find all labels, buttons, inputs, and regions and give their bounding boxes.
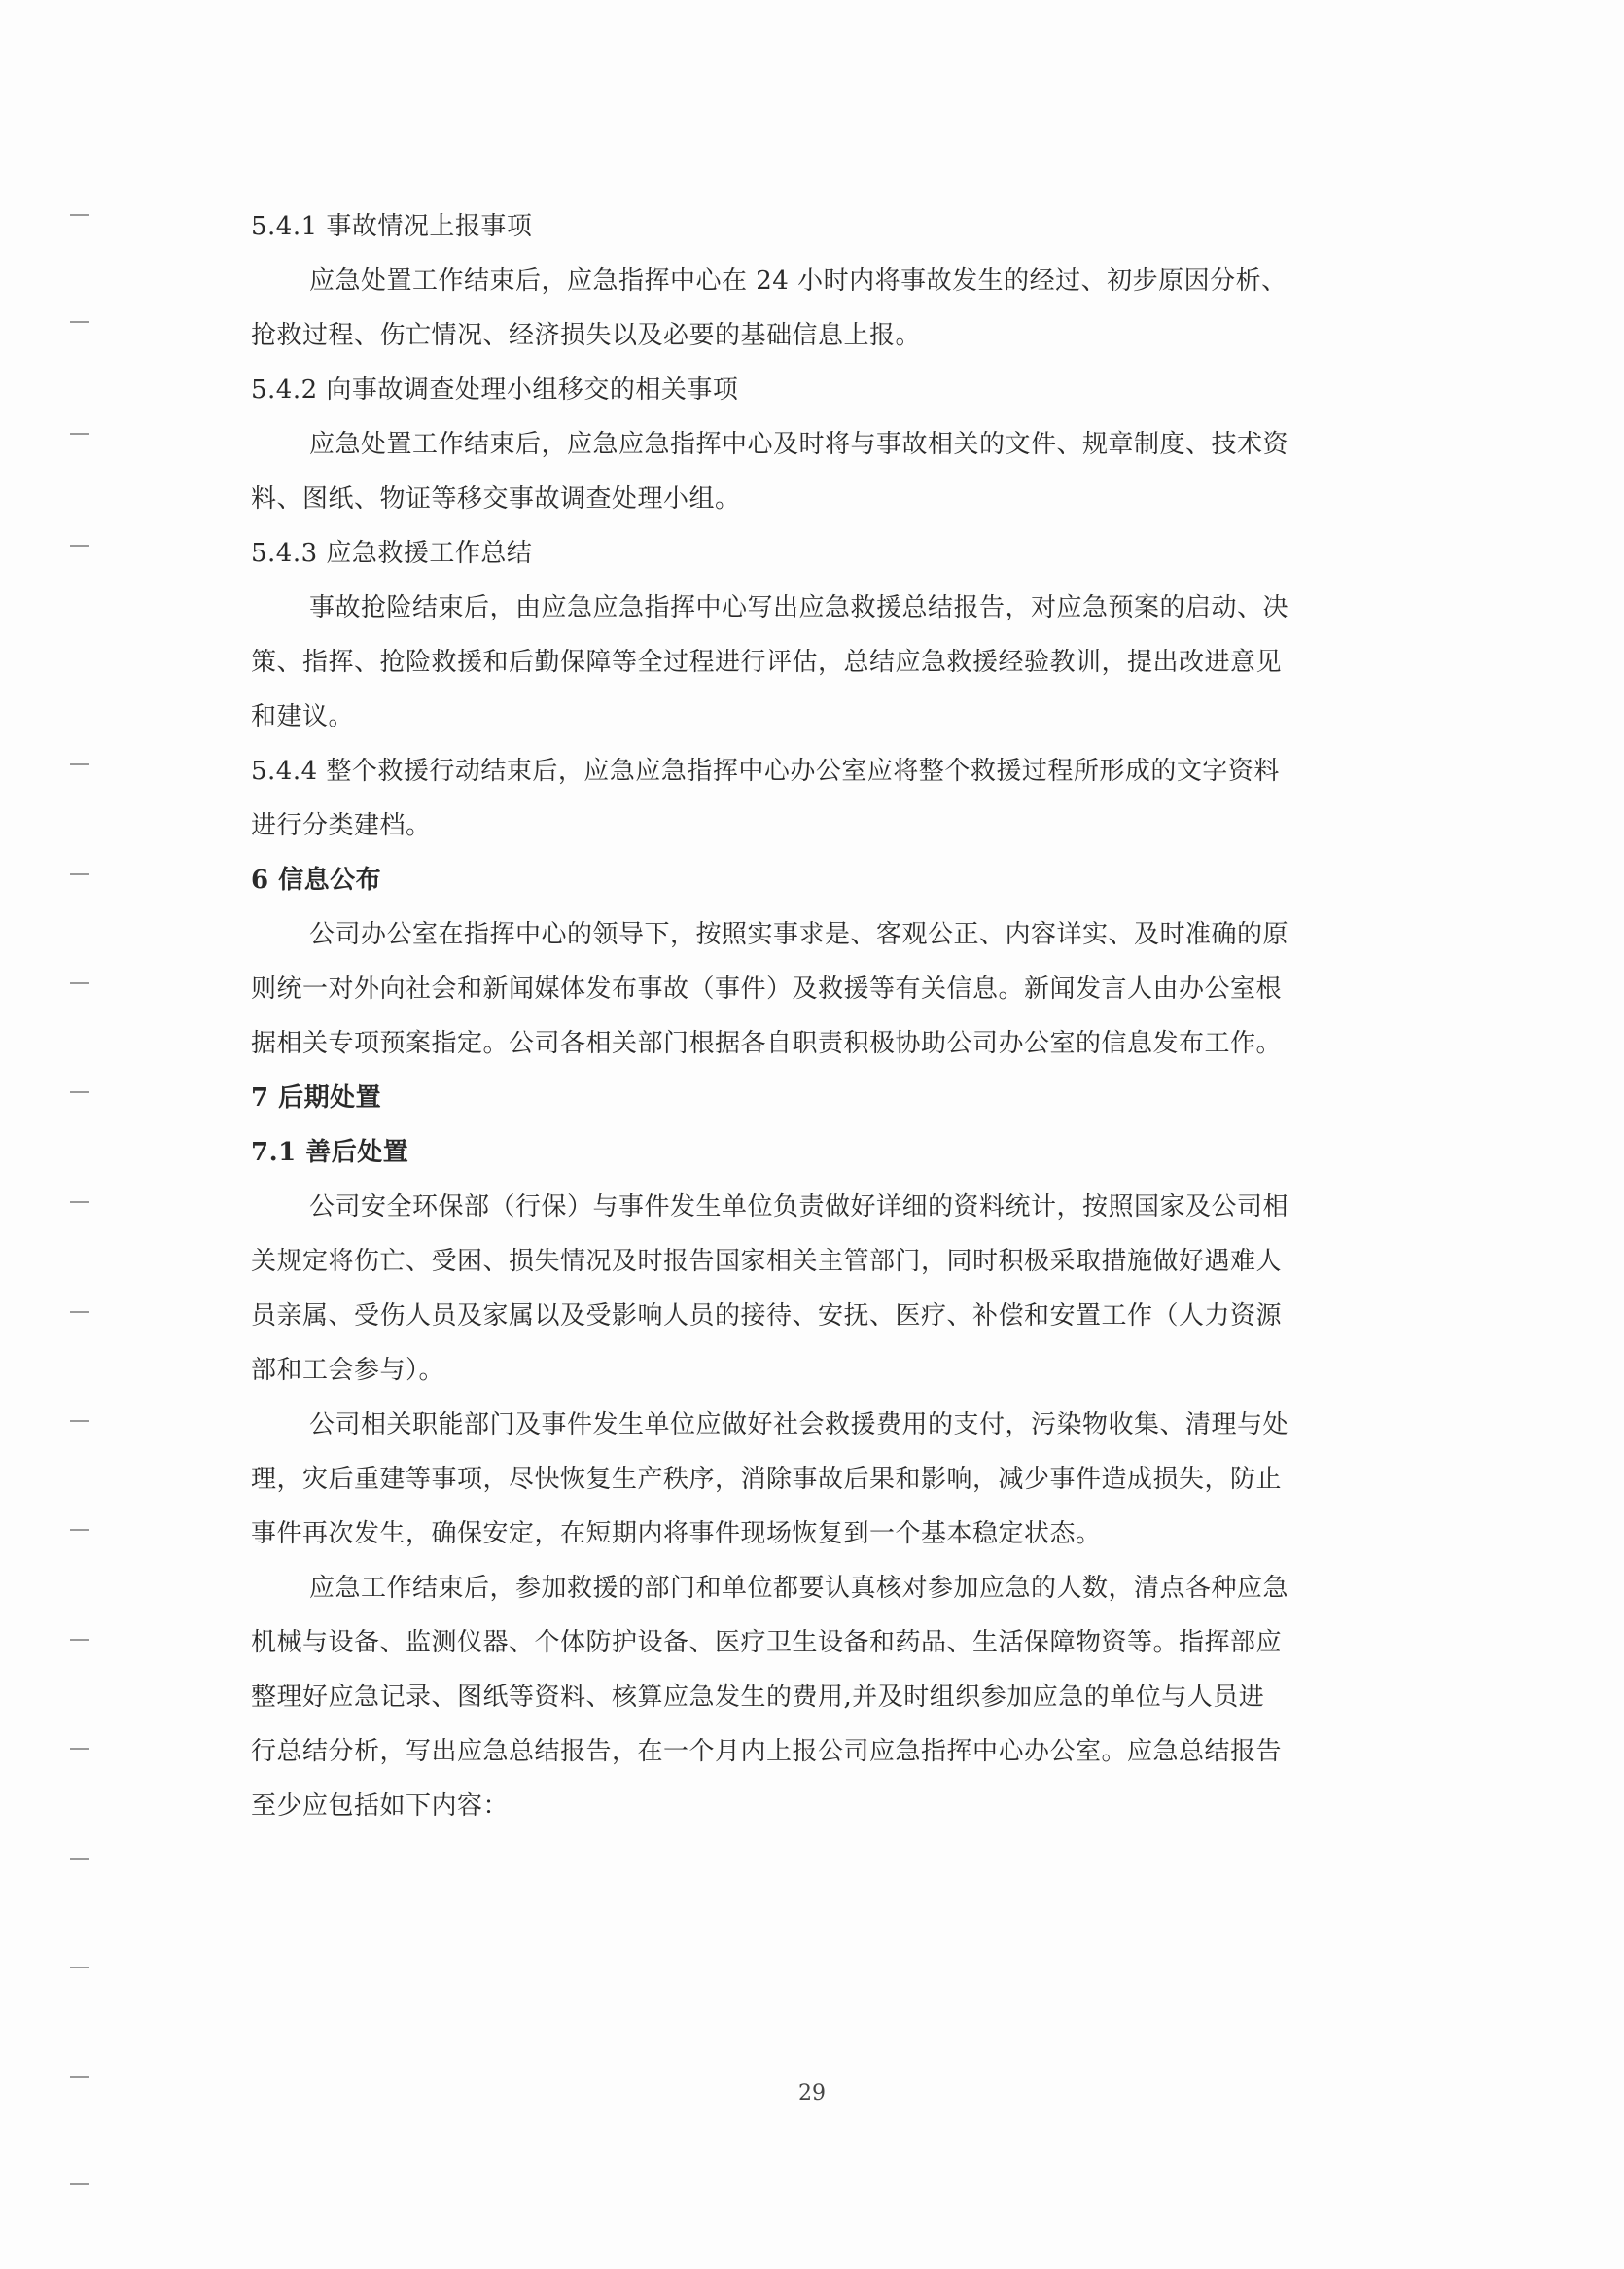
page-number: 29: [798, 2081, 826, 2106]
text-line: 员亲属、受伤人员及家属以及受影响人员的接待、安抚、医疗、补偿和安置工作（人力资源: [251, 1301, 1283, 1330]
binding-mark: [70, 1967, 89, 1968]
text-line: 事件再次发生，确保安定，在短期内将事件现场恢复到一个基本稳定状态。: [251, 1519, 1102, 1548]
text-line: 料、图纸、物证等移交事故调查处理小组。: [251, 484, 741, 514]
document-body: [251, 199, 1379, 1833]
section-heading: 7 后期处置: [251, 1083, 382, 1113]
text-line: 和建议。: [251, 702, 355, 731]
binding-mark: [70, 214, 89, 216]
text-line: 机械与设备、监测仪器、个体防护设备、医疗卫生设备和药品、生活保障物资等。指挥部应: [251, 1628, 1283, 1657]
text-line: 关规定将伤亡、受困、损失情况及时报告国家相关主管部门，同时积极采取措施做好遇难人: [251, 1247, 1283, 1276]
text-line: 理，灾后重建等事项，尽快恢复生产秩序，消除事故后果和影响，减少事件造成损失，防止: [251, 1465, 1283, 1494]
binding-mark: [70, 873, 89, 875]
binding-mark: [70, 545, 89, 547]
binding-mark: [70, 1091, 89, 1093]
text-line: 策、指挥、抢险救援和后勤保障等全过程进行评估，总结应急救援经验教训，提出改进意见: [251, 648, 1283, 677]
binding-mark: [70, 982, 89, 984]
binding-mark: [70, 1201, 89, 1203]
text-line: 部和工会参与）。: [251, 1356, 445, 1385]
section-heading: 7.1 善后处置: [251, 1138, 409, 1167]
text-line: 公司办公室在指挥中心的领导下，按照实事求是、客观公正、内容详实、及时准确的原: [309, 920, 1289, 949]
text-line: 行总结分析，写出应急总结报告，在一个月内上报公司应急指挥中心办公室。应急总结报告: [251, 1737, 1283, 1766]
binding-mark: [70, 1748, 89, 1750]
binding-mark: [70, 433, 89, 435]
binding-mark: [70, 1529, 89, 1531]
text-line: 应急处置工作结束后，应急指挥中心在 24 小时内将事故发生的经过、初步原因分析、: [309, 266, 1288, 296]
binding-mark: [70, 1420, 89, 1422]
binding-mark: [70, 763, 89, 765]
binding-mark: [70, 1311, 89, 1313]
text-line: 则统一对外向社会和新闻媒体发布事故（事件）及救援等有关信息。新闻发言人由办公室根: [251, 975, 1283, 1004]
text-line: 5.4.1 事故情况上报事项: [251, 212, 533, 241]
text-line: 事故抢险结束后，由应急应急指挥中心写出应急救援总结报告，对应急预案的启动、决: [309, 593, 1289, 622]
text-line: 5.4.2 向事故调查处理小组移交的相关事项: [251, 375, 739, 405]
text-line: 公司相关职能部门及事件发生单位应做好社会救援费用的支付，污染物收集、清理与处: [309, 1410, 1289, 1439]
text-line: 整理好应急记录、图纸等资料、核算应急发生的费用,并及时组织参加应急的单位与人员进: [251, 1683, 1265, 1712]
text-line: 据相关专项预案指定。公司各相关部门根据各自职责积极协助公司办公室的信息发布工作。: [251, 1029, 1283, 1058]
text-line: 5.4.4 整个救援行动结束后，应急应急指挥中心办公室应将整个救援过程所形成的文字资料: [251, 757, 1280, 786]
section-heading: 6 信息公布: [251, 866, 382, 895]
text-line: 至少应包括如下内容：: [251, 1791, 510, 1821]
text-line: 应急工作结束后，参加救援的部门和单位都要认真核对参加应急的人数，清点各种应急: [309, 1574, 1289, 1603]
binding-mark: [70, 1858, 89, 1860]
text-line: 应急处置工作结束后，应急应急指挥中心及时将与事故相关的文件、规章制度、技术资: [309, 430, 1289, 459]
binding-mark: [70, 2183, 89, 2185]
binding-mark: [70, 1639, 89, 1641]
text-line: 进行分类建档。: [251, 811, 432, 840]
text-line: 抢救过程、伤亡情况、经济损失以及必要的基础信息上报。: [251, 321, 922, 350]
binding-mark: [70, 321, 89, 323]
text-line: 公司安全环保部（行保）与事件发生单位负责做好详细的资料统计，按照国家及公司相: [309, 1192, 1289, 1222]
text-line: 5.4.3 应急救援工作总结: [251, 539, 533, 568]
binding-mark: [70, 2076, 89, 2078]
